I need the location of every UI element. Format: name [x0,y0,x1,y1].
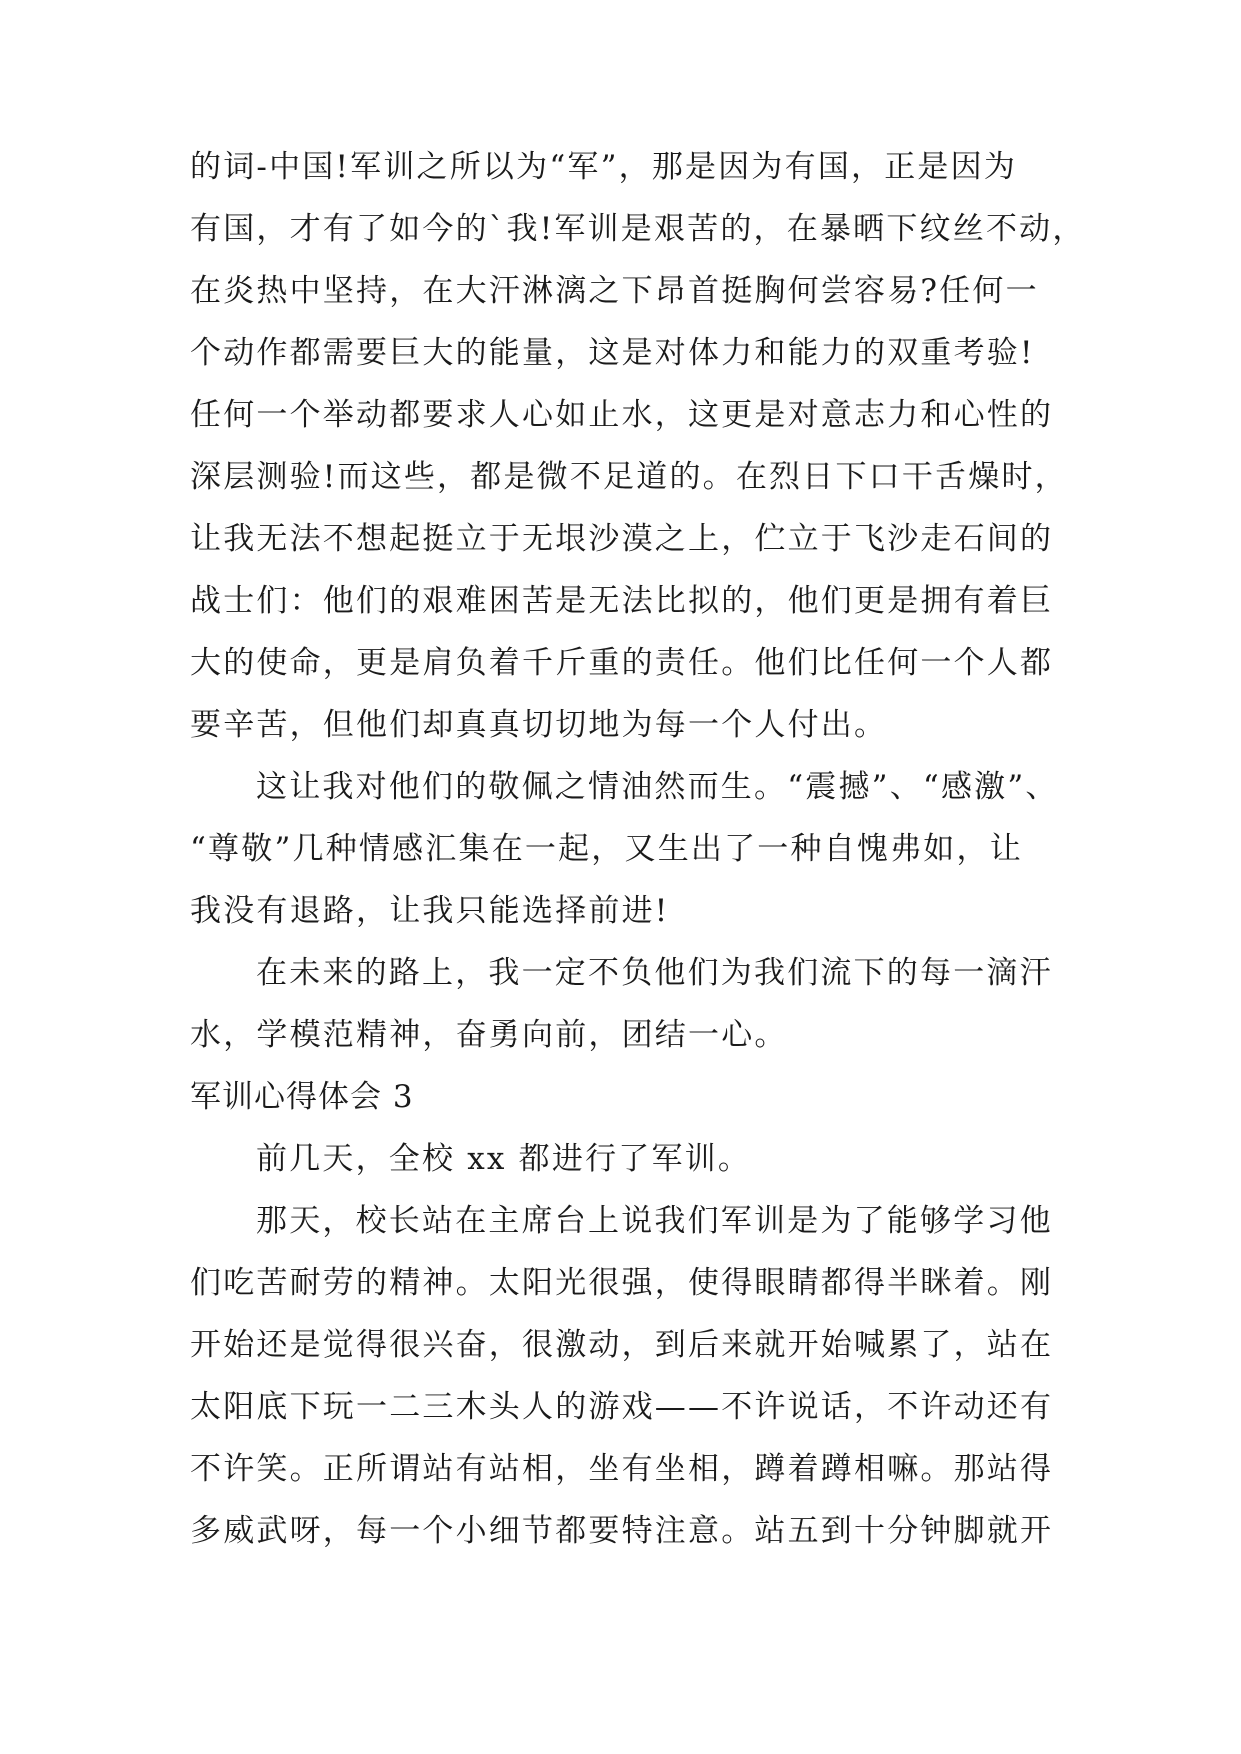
text-line: 让我无法不想起挺立于无垠沙漠之上，伫立于飞沙走石间的 [190,521,1054,557]
text-line: 们吃苦耐劳的精神。太阳光很强，使得眼睛都得半眯着。刚 [190,1265,1054,1301]
text-line: 我没有退路，让我只能选择前进! [190,893,670,929]
text-line: 在炎热中坚持，在大汗淋漓之下昂首挺胸何尝容易?任何一 [190,273,1039,309]
text-line: 不许笑。正所谓站有站相，坐有坐相，蹲着蹲相嘛。那站得 [190,1451,1054,1487]
text-line: 要辛苦，但他们却真真切切地为每一个人付出。 [190,707,888,743]
text-line: 的词-中国!军训之所以为“军”，那是因为有国，正是因为 [190,149,1018,185]
text-line: 前几天，全校 xx 都进行了军训。 [256,1141,752,1177]
text-line: “尊敬”几种情感汇集在一起，又生出了一种自愧弗如，让 [190,831,1023,867]
essay-body-continued [190,136,1086,1066]
text-line: 大的使命，更是肩负着千斤重的责任。他们比任何一个人都 [190,645,1054,681]
text-line: 多威武呀，每一个小细节都要特注意。站五到十分钟脚就开 [190,1513,1054,1549]
essay-section-3 [190,1066,1070,1562]
text-line: 个动作都需要巨大的能量，这是对体力和能力的双重考验! [190,335,1035,371]
text-line: 任何一个举动都要求人心如止水，这更是对意志力和心性的 [190,397,1054,433]
text-line: 水，学模范精神，奋勇向前，团结一心。 [190,1017,788,1053]
text-line: 太阳底下玩一二三木头人的游戏——不许说话，不许动还有 [190,1389,1054,1425]
section-heading: 军训心得体会 3 [190,1079,414,1115]
text-line: 战士们：他们的艰难困苦是无法比拟的，他们更是拥有着巨 [190,583,1054,619]
text-line: 这让我对他们的敬佩之情油然而生。“震撼”、“感激”、 [256,769,1059,805]
text-line: 深层测验!而这些，都是微不足道的。在烈日下口干舌燥时， [190,459,1068,495]
text-line: 有国，才有了如今的`我!军训是艰苦的，在暴晒下纹丝不动， [190,211,1086,247]
text-line: 开始还是觉得很兴奋，很激动，到后来就开始喊累了，站在 [190,1327,1054,1363]
text-line: 在未来的路上，我一定不负他们为我们流下的每一滴汗 [256,955,1053,991]
text-line: 那天，校长站在主席台上说我们军训是为了能够学习他 [256,1203,1053,1239]
